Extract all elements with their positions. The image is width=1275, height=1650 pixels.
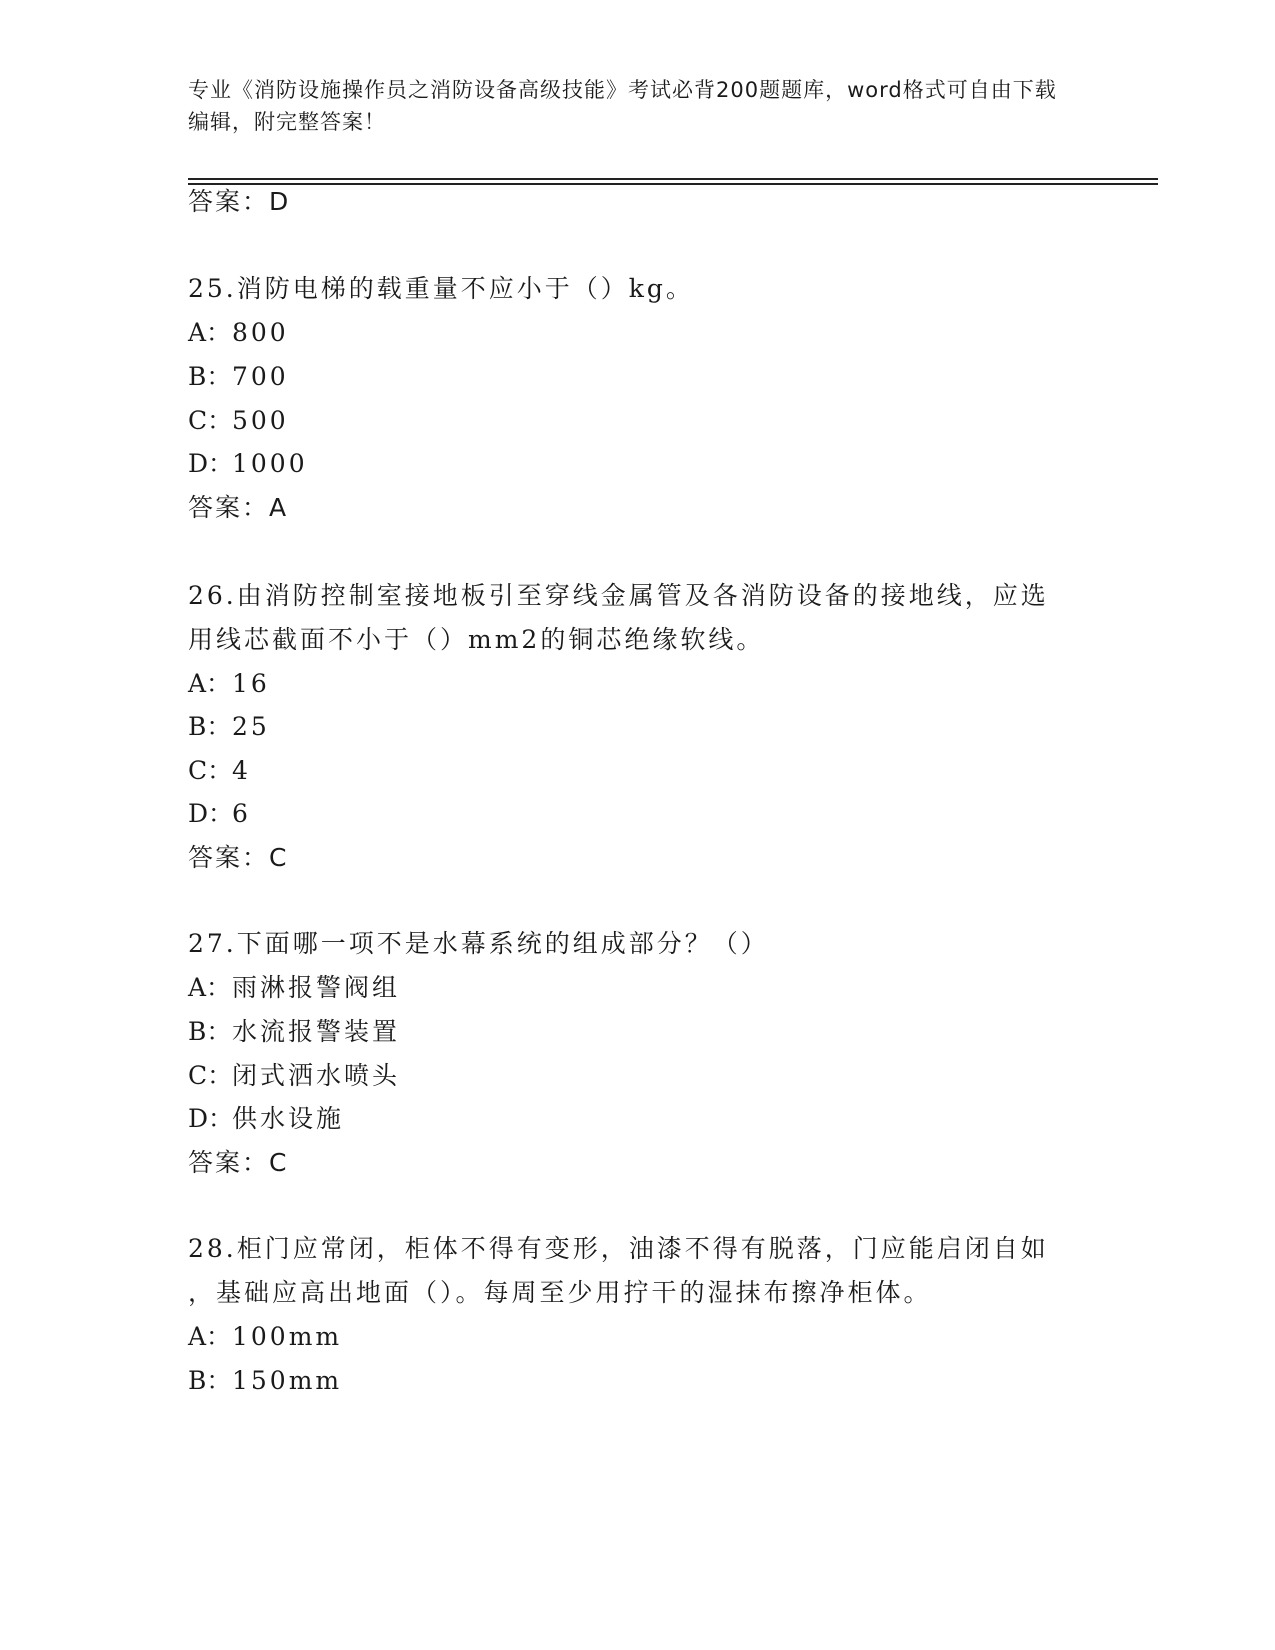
option-text: 闭式洒水喷头: [232, 1061, 401, 1090]
question-number: 25.: [188, 274, 237, 303]
option-key: A：: [188, 669, 232, 698]
question-27-stem: [188, 928, 769, 960]
option-key: B：: [188, 1366, 232, 1395]
option-key: D：: [188, 449, 234, 478]
option-key: B：: [188, 712, 232, 741]
answer-label: 答案：: [188, 187, 270, 216]
question-28-stem: [188, 1233, 1049, 1265]
option-d: [188, 448, 308, 480]
answer-line-25: [188, 492, 288, 524]
question-text: 消防电梯的载重量不应小于（）kg。: [236, 274, 694, 303]
option-text: 4: [232, 756, 251, 785]
option-key: D：: [188, 799, 234, 828]
option-b: [188, 711, 270, 743]
option-key: D：: [188, 1104, 234, 1133]
answer-value: C: [269, 1148, 289, 1177]
question-26-stem: [188, 580, 1049, 612]
answer-value: A: [269, 493, 289, 522]
option-a: [188, 668, 270, 700]
document-header: 专业《消防设施操作员之消防设备高级技能》考试必背200题题库，word格式可自由下载编辑，附完整答案！: [188, 78, 1057, 134]
option-c: [188, 755, 251, 787]
option-key: C：: [188, 406, 233, 435]
option-c: [188, 405, 289, 437]
option-text: 1000: [232, 449, 308, 478]
option-key: C：: [188, 756, 233, 785]
question-28-stem-cont: ，基础应高出地面（）。每周至少用拧干的湿抹布擦净柜体。: [188, 1278, 932, 1307]
question-26-stem-cont: 用线芯截面不小于（）mm2的铜芯绝缘软线。: [188, 625, 765, 654]
option-key: C：: [188, 1061, 233, 1090]
question-number: 26.: [188, 581, 237, 610]
question-text: 由消防控制室接地板引至穿线金属管及各消防设备的接地线，应选: [236, 581, 1049, 610]
option-b: [188, 1016, 400, 1048]
option-a: [188, 317, 289, 349]
option-c: [188, 1060, 400, 1092]
option-text: 6: [232, 799, 251, 828]
answer-value: D: [269, 187, 291, 216]
header-divider-bottom: [188, 183, 1158, 185]
answer-line-27: [188, 1147, 288, 1179]
answer-value: C: [269, 843, 289, 872]
option-text: 500: [232, 406, 289, 435]
option-text: 水流报警装置: [232, 1017, 401, 1046]
option-text: 800: [232, 318, 289, 347]
option-text: 100mm: [232, 1322, 343, 1351]
header-divider-top: [188, 178, 1158, 180]
option-key: A：: [188, 973, 232, 1002]
option-key: A：: [188, 318, 232, 347]
question-25-stem: [188, 273, 694, 305]
option-key: B：: [188, 362, 232, 391]
question-text: 柜门应常闭，柜体不得有变形，油漆不得有脱落，门应能启闭自如: [236, 1234, 1049, 1263]
question-number: 27.: [188, 929, 237, 958]
answer-label: 答案：: [188, 1148, 270, 1177]
question-text: 下面哪一项不是水幕系统的组成部分？（）: [236, 929, 769, 958]
option-b: [188, 1365, 342, 1397]
option-key: B：: [188, 1017, 232, 1046]
answer-line-26: [188, 842, 288, 874]
answer-line-24: [188, 186, 290, 218]
option-text: 16: [232, 669, 270, 698]
option-a: [188, 1321, 342, 1353]
answer-label: 答案：: [188, 843, 270, 872]
option-text: 25: [232, 712, 270, 741]
option-d: [188, 1103, 344, 1135]
option-text: 700: [232, 362, 289, 391]
option-a: [188, 972, 400, 1004]
option-text: 雨淋报警阀组: [232, 973, 401, 1002]
option-b: [188, 361, 289, 393]
option-text: 供水设施: [232, 1104, 345, 1133]
answer-label: 答案：: [188, 493, 270, 522]
option-d: [188, 798, 251, 830]
question-number: 28.: [188, 1234, 237, 1263]
option-key: A：: [188, 1322, 232, 1351]
option-text: 150mm: [232, 1366, 343, 1395]
